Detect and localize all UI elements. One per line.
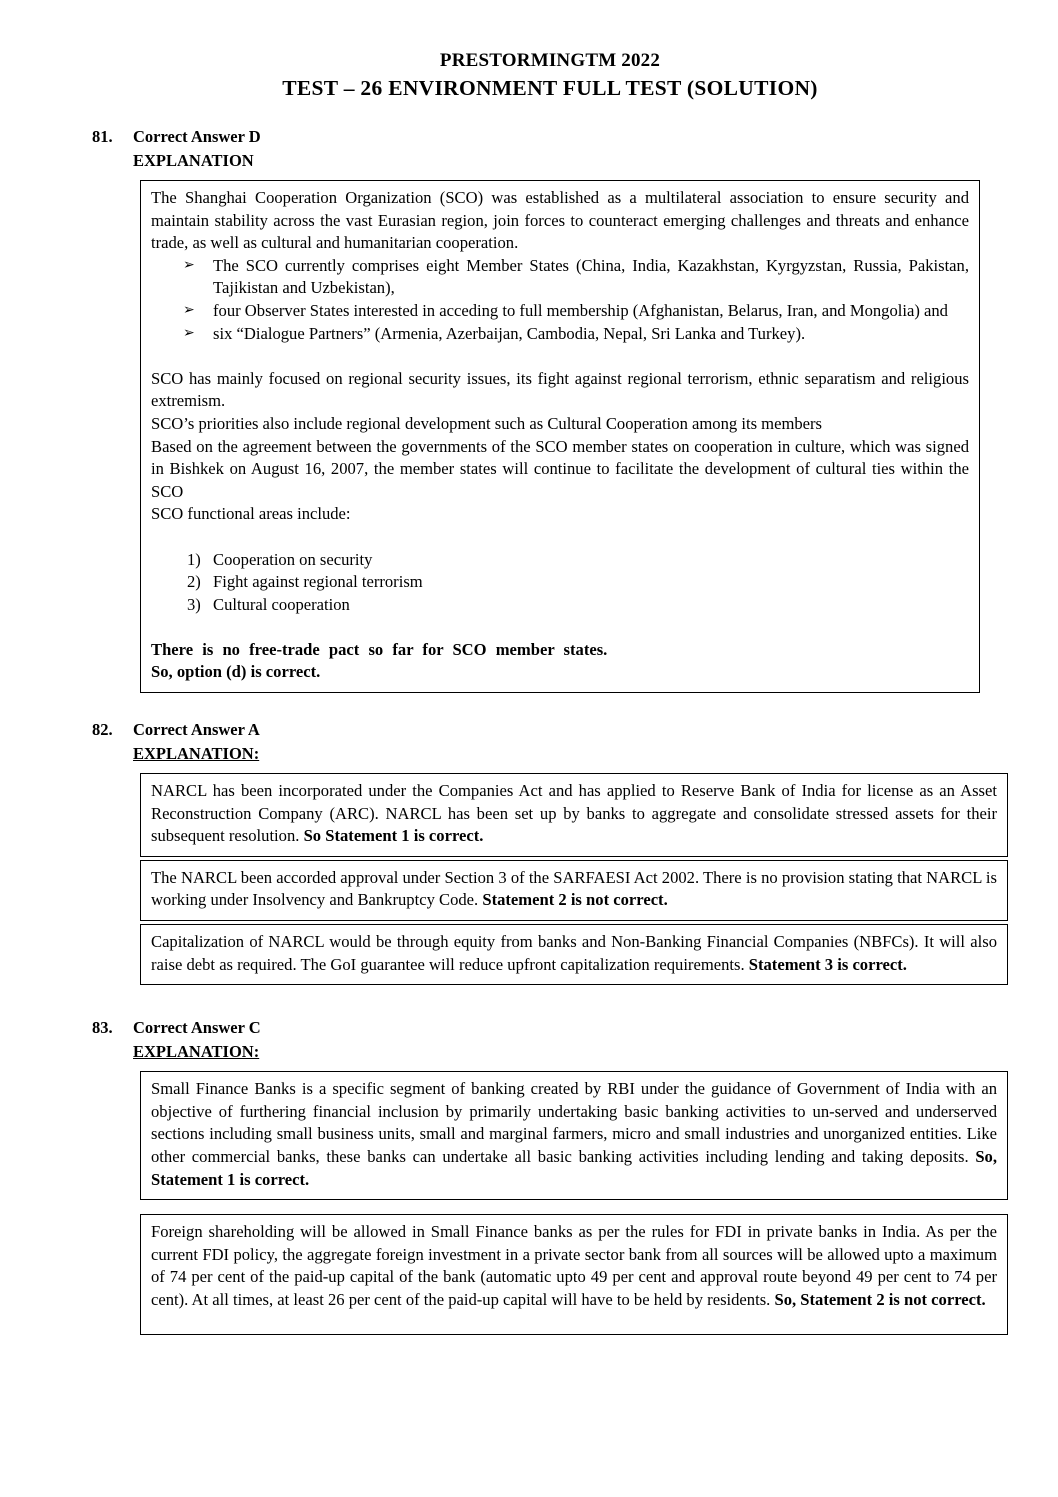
statement-verdict: So, Statement 2 is not correct. [774,1289,986,1309]
bullet-item [151,323,969,346]
explanation-label: EXPLANATION: [133,744,260,764]
conclusion-line: So, option (d) is correct. [151,662,321,682]
document-title: PRESTORMINGTM 2022 [439,50,661,71]
paragraph-intro: The Shanghai Cooperation Organization (SCO) was established as a multilateral association to ensure security and maintain stability across the vast Eurasian region, join forces to counteract emerging challenges and threats and enhance trade, as well as cultural and humanitarian cooperation. [151,188,969,253]
bullet-item [151,255,969,300]
paragraph [151,780,997,848]
paragraph [151,1221,997,1311]
blank-line [151,345,969,368]
document-header [92,50,1008,101]
list-marker: 2) [187,572,201,592]
paragraph-text: The NARCL been accorded approval under Section 3 of the SARFAESI Act 2002. There is no provision stating that NARCL is working under Insolvency and Bankruptcy Code. [151,867,997,910]
paragraph [151,1078,997,1191]
question-header-text [133,720,260,764]
explanation-box-82-1 [140,773,1008,857]
question-header-text [133,1018,261,1062]
list-marker: 1) [187,549,201,569]
question-number: 81. [92,127,113,146]
question-81-header [92,127,1008,171]
blank-line [151,616,969,639]
arrow-bullet-icon: ➢ [183,257,195,273]
paragraph: SCO functional areas include: [151,504,351,524]
paragraph: Based on the agreement between the governments of the SCO member states on cooperation in culture, which was signed in Bishkek on August 16, 2007, the member states will continue to facilitate the development of cultural ties within the SCO [151,436,969,501]
paragraph [151,931,997,976]
explanation-label: EXPLANATION [133,151,254,170]
blank-line [151,526,969,549]
list-text: Cultural cooperation [213,594,350,614]
paragraph-text: Foreign shareholding will be allowed in Small Finance banks as per the rules for FDI in private banks in India. As per the current FDI policy, the aggregate foreign investment in a private sector bank from all sources will be allowed upto a maximum of 74 per cent of the paid-up capital of the bank (automatic upto 49 per cent and approval route beyond 49 per cent to 74 per cent). At all times, at least 26 per cent of the paid-up capital will have to be held by residents. [151,1222,997,1309]
paragraph-text: NARCL has been incorporated under the Companies Act and has applied to Reserve Bank of India for license as an Asset Reconstruction Company (ARC). NARCL has been set up by banks to aggregate and consolidate stressed assets for their subsequent resolution. [151,781,997,846]
paragraph-text: Small Finance Banks is a specific segment of banking created by RBI under the guidance of Government of India with an objective of furthering financial inclusion by primarily undertaking basic banking activities to un-served and underserved sections including small business units, small and marginal farmers, micro and small industries and unorganized entities. Like other commercial banks, these banks can undertake all basic banking activities including lending and taking deposits. [151,1079,997,1166]
statement-verdict: So Statement 1 is correct. [303,826,484,846]
explanation-box-83-1 [140,1071,1008,1200]
question-number: 83. [92,1018,113,1038]
bullet-text: four Observer States interested in acceding to full membership (Afghanistan, Belarus, Iran, and Mongolia) and [213,300,948,320]
paragraph: SCO’s priorities also include regional development such as Cultural Cooperation among its members [151,413,823,433]
paragraph-text: Capitalization of NARCL would be through equity from banks and Non-Banking Financial Companies (NBFCs). It will also raise debt as required. The GoI guarantee will reduce upfront capitalization requirements. [151,932,997,974]
explanation-box-83-2 [140,1214,1008,1334]
bullet-text: six “Dialogue Partners” (Armenia, Azerbaijan, Cambodia, Nepal, Sri Lanka and Turkey). [213,323,806,343]
list-item [151,571,969,594]
arrow-bullet-icon: ➢ [183,302,195,318]
correct-answer-line: Correct Answer C [133,1018,261,1038]
question-number: 82. [92,720,113,740]
question-header-text [133,127,261,171]
list-item [151,549,969,572]
list-item [151,594,969,617]
correct-answer-line: Correct Answer A [133,720,260,740]
document-subtitle: TEST – 26 ENVIRONMENT FULL TEST (SOLUTION) [282,76,818,100]
question-83-header [92,1018,1008,1062]
paragraph: SCO has mainly focused on regional security issues, its fight against regional terrorism, ethnic separatism and religious extremism. [151,368,969,411]
explanation-label: EXPLANATION: [133,1042,260,1062]
list-text: Fight against regional terrorism [213,572,423,592]
question-82 [92,720,1008,985]
list-marker: 3) [187,594,201,614]
explanation-box-82-2 [140,860,1008,921]
bullet-item [151,300,969,323]
statement-verdict: Statement 3 is correct. [748,954,907,974]
question-82-header [92,720,1008,764]
list-text: Cooperation on security [213,549,373,569]
statement-verdict: So, Statement 1 is correct. [151,1147,997,1189]
conclusion-line: There is no free-trade pact so far for SCO member states. [151,639,608,659]
explanation-box-82-3 [140,924,1008,985]
question-83 [92,1018,1008,1334]
arrow-bullet-icon: ➢ [183,325,195,341]
statement-verdict: Statement 2 is not correct. [482,890,668,910]
correct-answer-line: Correct Answer D [133,127,261,146]
paragraph [151,867,997,912]
explanation-box-81 [140,180,980,693]
bullet-text: The SCO currently comprises eight Member States (China, India, Kazakhstan, Kyrgyzstan, Russia, Pakistan, Tajikistan and Uzbekistan), [213,255,969,298]
question-81 [92,127,1008,693]
